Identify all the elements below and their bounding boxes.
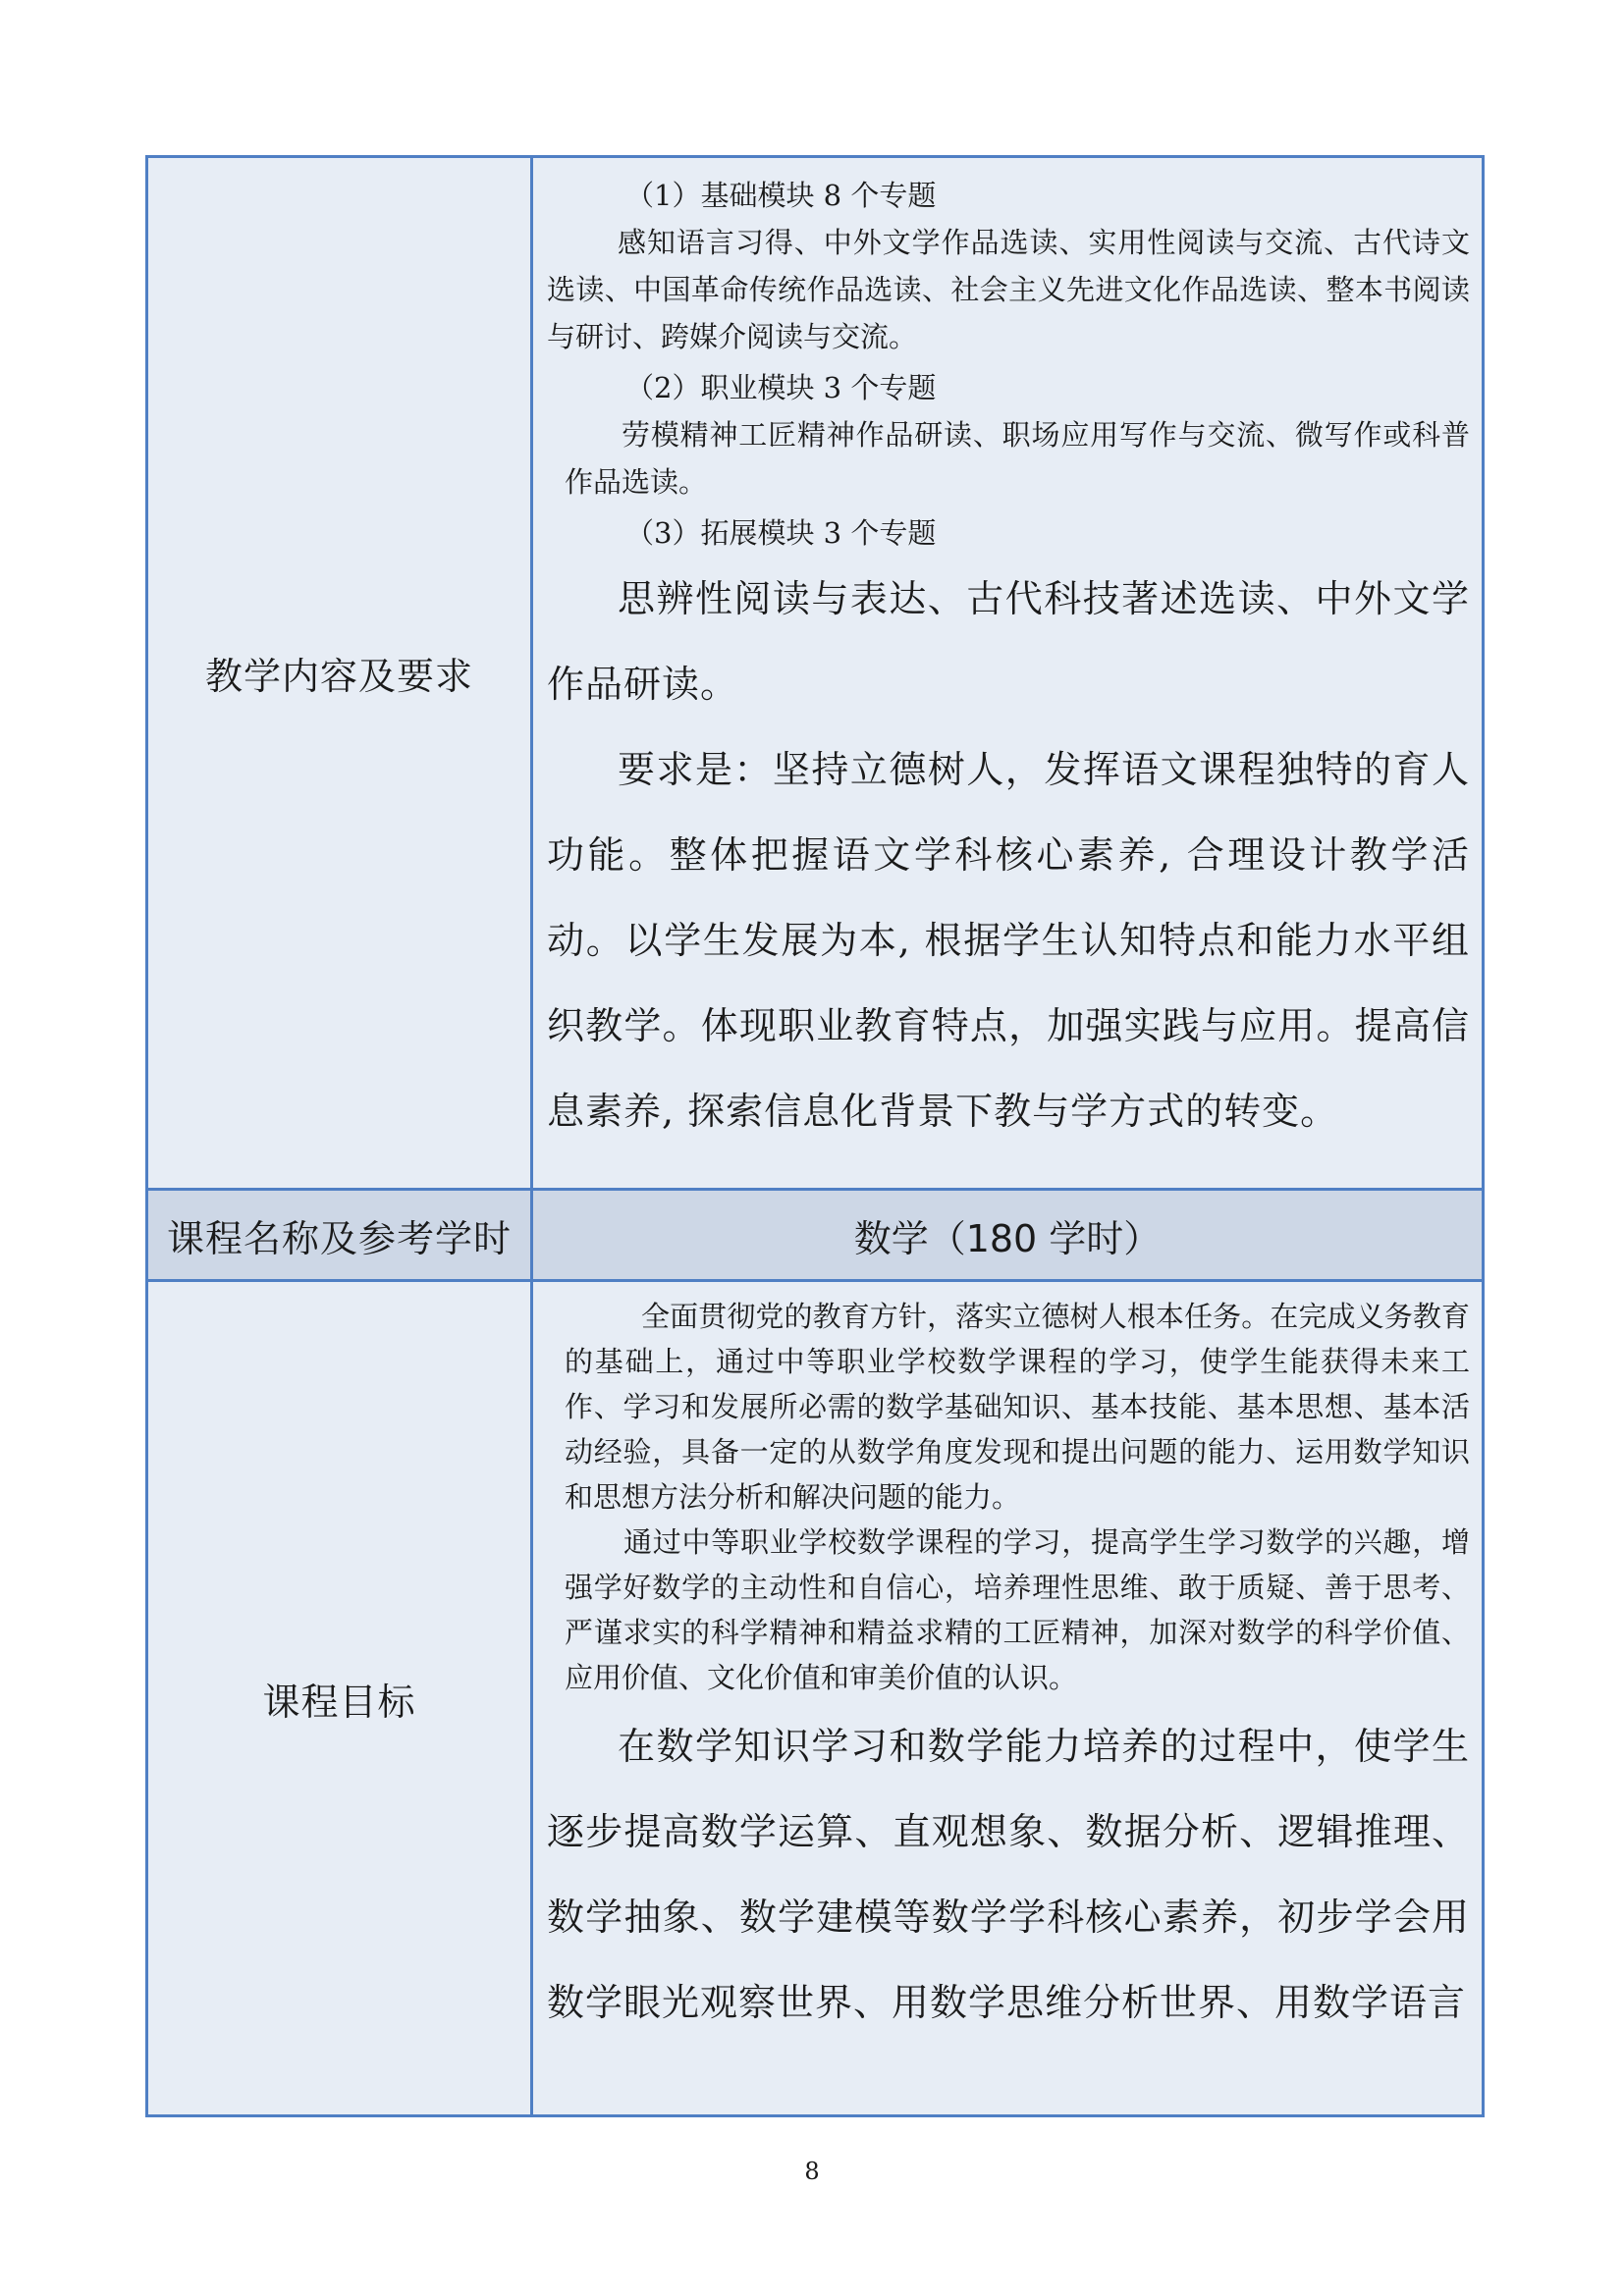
module1-text: 感知语言习得、中外文学作品选读、实用性阅读与交流、古代诗文选读、中国革命传统作品选读、社会主义先进文化作品选读、整本书阅读与研讨、跨媒介阅读与交流。 <box>547 226 1470 353</box>
requirements-text: 要求是：坚持立德树人，发挥语文课程独特的育人功能。整体把握语文学科核心素养, 合理设计教学活动。以学生发展为本, 根据学生认知特点和能力水平组织教学。体现职业教育特点，加强实践与应用。提高信息素养, 探索信息化背景下教与学方式的转变。 <box>547 748 1470 1133</box>
course-objectives-cell <box>532 1281 1484 2116</box>
table-row <box>147 1190 1484 1281</box>
table-row <box>147 1281 1484 2116</box>
objectives-para-1: 全面贯彻党的教育方针，落实立德树人根本任务。在完成义务教育的基础上，通过中等职业学校数学课程的学习，使学生能获得未来工作、学习和发展所必需的数学基础知识、基本技能、基本思想、基本活动经验，具备一定的从数学角度发现和提出问题的能力、运用数学知识和思想方法分析和解决问题的能力。 <box>565 1300 1470 1514</box>
content-requirements-cell <box>532 157 1484 1190</box>
curriculum-table <box>145 155 1485 2117</box>
module3-text: 思辨性阅读与表达、古代科技著述选读、中外文学作品研读。 <box>547 577 1470 706</box>
objectives-para-3: 在数学知识学习和数学能力培养的过程中，使学生逐步提高数学运算、直观想象、数据分析、逻辑推理、数学抽象、数学建模等数学学科核心素养，初步学会用数学眼光观察世界、用数学思维分析世界、用数学语言 <box>547 1725 1470 2024</box>
course-name-hours: 数学（180 学时） <box>532 1190 1484 1281</box>
row-label-course-objectives: 课程目标 <box>147 1281 532 2116</box>
module3-title: （3）拓展模块 3 个专题 <box>625 516 937 550</box>
row-label-content-requirements: 教学内容及要求 <box>147 157 532 1190</box>
module2-text: 劳模精神工匠精神作品研读、职场应用写作与交流、微写作或科普作品选读。 <box>565 418 1470 499</box>
objectives-para-2: 通过中等职业学校数学课程的学习，提高学生学习数学的兴趣，增强学好数学的主动性和自信心，培养理性思维、敢于质疑、善于思考、严谨求实的科学精神和精益求精的工匠精神，加深对数学的科学价值、应用价值、文化价值和审美价值的认识。 <box>565 1525 1470 1694</box>
table-row <box>147 157 1484 1190</box>
module1-title: （1）基础模块 8 个专题 <box>625 179 937 212</box>
page-number: 8 <box>804 2158 820 2185</box>
row-label-course-hours: 课程名称及参考学时 <box>147 1190 532 1281</box>
module2-title: （2）职业模块 3 个专题 <box>625 371 937 404</box>
